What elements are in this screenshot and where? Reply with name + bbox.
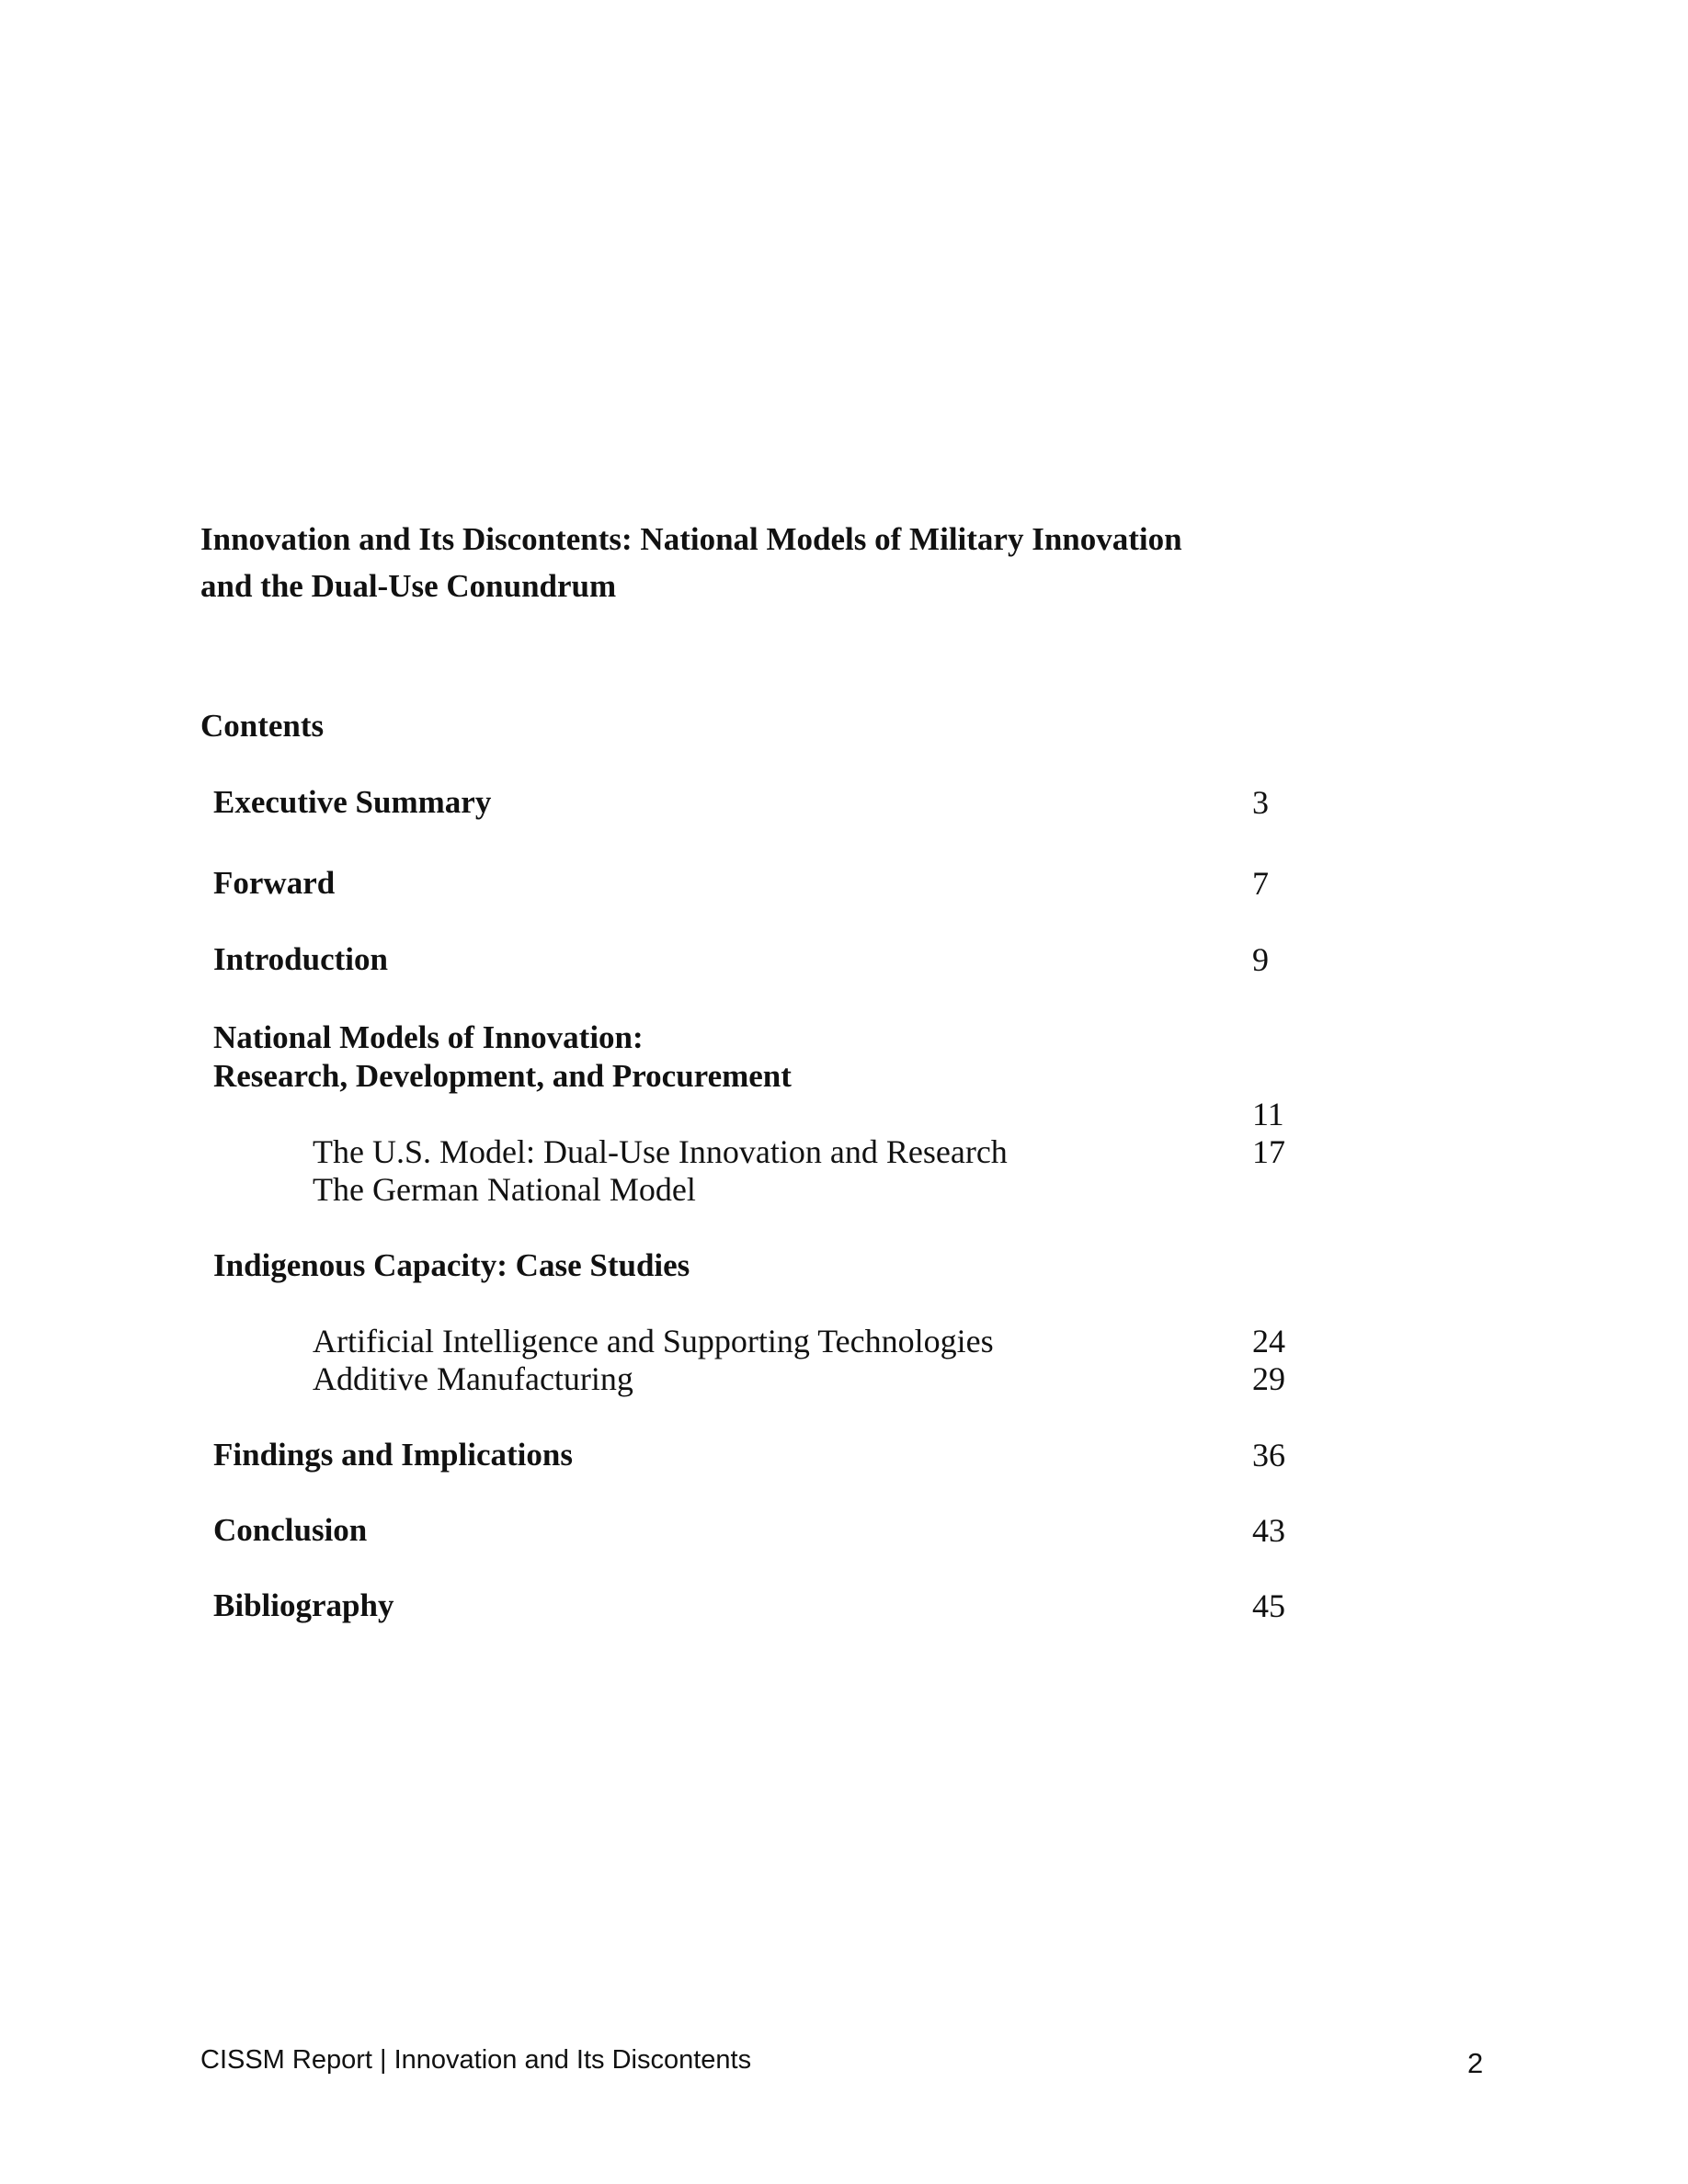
toc-entry-indigenous-capacity[interactable]: Indigenous Capacity: Case Studies — [213, 1247, 690, 1283]
document-title-line-2: and the Dual-Use Conundrum — [200, 568, 617, 604]
toc-page-artificial-intelligence: 24 — [1252, 1323, 1285, 1359]
toc-entry-forward[interactable]: Forward — [213, 865, 336, 901]
toc-entry-findings[interactable]: Findings and Implications — [213, 1437, 573, 1473]
toc-entry-introduction[interactable]: Introduction — [213, 941, 388, 977]
toc-page-us-model: 11 — [1252, 1096, 1284, 1132]
footer-page-number: 2 — [1467, 2047, 1484, 2079]
toc-subentry-additive-manufacturing[interactable]: Additive Manufacturing — [313, 1360, 633, 1397]
toc-page-german-model: 17 — [1252, 1133, 1285, 1170]
toc-page-introduction: 9 — [1252, 941, 1269, 978]
document-title-line-1: Innovation and Its Discontents: National Models of Military Innovation — [200, 521, 1182, 557]
document-title — [200, 516, 1182, 609]
toc-subentry-artificial-intelligence[interactable]: Artificial Intelligence and Supporting Technologies — [313, 1323, 994, 1359]
toc-subentry-us-model[interactable]: The U.S. Model: Dual-Use Innovation and Research — [313, 1133, 1008, 1170]
toc-entry-national-models-line-1[interactable]: National Models of Innovation: — [213, 1019, 644, 1055]
toc-entry-bibliography[interactable]: Bibliography — [213, 1587, 394, 1623]
toc-page-bibliography: 45 — [1252, 1587, 1285, 1624]
contents-heading: Contents — [200, 708, 325, 744]
toc-page-executive-summary: 3 — [1252, 784, 1269, 821]
footer-report-title: CISSM Report | Innovation and Its Discontents — [200, 2045, 752, 2075]
toc-entry-conclusion[interactable]: Conclusion — [213, 1512, 368, 1548]
toc-page-forward: 7 — [1252, 865, 1269, 902]
toc-entry-national-models-line-2[interactable]: Research, Development, and Procurement — [213, 1058, 792, 1094]
toc-page-findings: 36 — [1252, 1437, 1285, 1473]
toc-page-conclusion: 43 — [1252, 1512, 1285, 1549]
toc-entry-executive-summary[interactable]: Executive Summary — [213, 784, 492, 820]
toc-page-additive-manufacturing: 29 — [1252, 1360, 1285, 1397]
toc-subentry-german-model[interactable]: The German National Model — [313, 1171, 696, 1208]
